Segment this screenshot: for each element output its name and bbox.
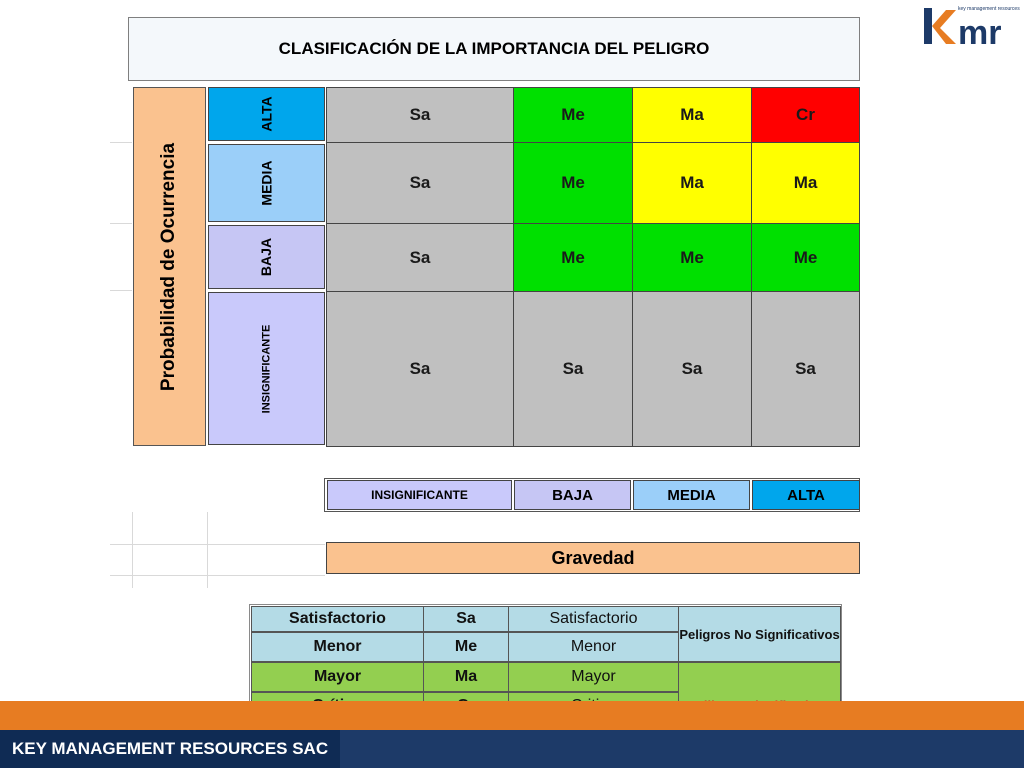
- footer-band: [0, 701, 1024, 730]
- svg-text:mr: mr: [958, 14, 1002, 48]
- legend-code: Me: [423, 632, 509, 662]
- probability-axis-label: Probabilidad de Ocurrencia: [133, 87, 206, 446]
- level-media: MEDIA: [208, 144, 325, 222]
- severity-baja: BAJA: [514, 480, 631, 510]
- matrix-cell: Ma: [632, 142, 752, 224]
- matrix-cell: Sa: [751, 291, 860, 447]
- matrix-cell: Me: [513, 87, 633, 143]
- page-title: CLASIFICACIÓN DE LA IMPORTANCIA DEL PELIGRO: [128, 17, 860, 81]
- level-alta: ALTA: [208, 87, 325, 141]
- matrix-cell: Ma: [632, 87, 752, 143]
- matrix-cell: Me: [632, 223, 752, 292]
- legend-name: Menor: [251, 632, 424, 662]
- severity-axis-label: Gravedad: [326, 542, 860, 574]
- footer-band-right: [318, 730, 1024, 768]
- matrix-cell: Me: [751, 223, 860, 292]
- matrix-cell: Sa: [326, 142, 514, 224]
- severity-media: MEDIA: [633, 480, 750, 510]
- matrix-cell: Sa: [513, 291, 633, 447]
- legend-description: Menor: [508, 632, 679, 662]
- legend-name: Mayor: [251, 662, 424, 692]
- matrix-cell: Sa: [326, 223, 514, 292]
- legend-description: Mayor: [508, 662, 679, 692]
- legend-description: Satisfactorio: [508, 606, 679, 632]
- legend-code: Ma: [423, 662, 509, 692]
- matrix-cell: Cr: [751, 87, 860, 143]
- severity-insignificante: INSIGNIFICANTE: [327, 480, 512, 510]
- matrix-cell: Me: [513, 142, 633, 224]
- matrix-cell: Sa: [326, 291, 514, 447]
- matrix-cell: Me: [513, 223, 633, 292]
- matrix-cell: Ma: [751, 142, 860, 224]
- level-baja: BAJA: [208, 225, 325, 289]
- legend-code: Sa: [423, 606, 509, 632]
- footer-company: KEY MANAGEMENT RESOURCES SAC: [0, 730, 340, 768]
- severity-alta: ALTA: [752, 480, 860, 510]
- legend-name: Satisfactorio: [251, 606, 424, 632]
- matrix-cell: Sa: [632, 291, 752, 447]
- kmr-logo: [922, 4, 1018, 48]
- logo-tagline: key management resources: [958, 6, 1020, 12]
- matrix-cell: Sa: [326, 87, 514, 143]
- level-insignificante: INSIGNIFICANTE: [208, 292, 325, 445]
- legend-group-not-significant: Peligros No Significativos: [678, 606, 841, 662]
